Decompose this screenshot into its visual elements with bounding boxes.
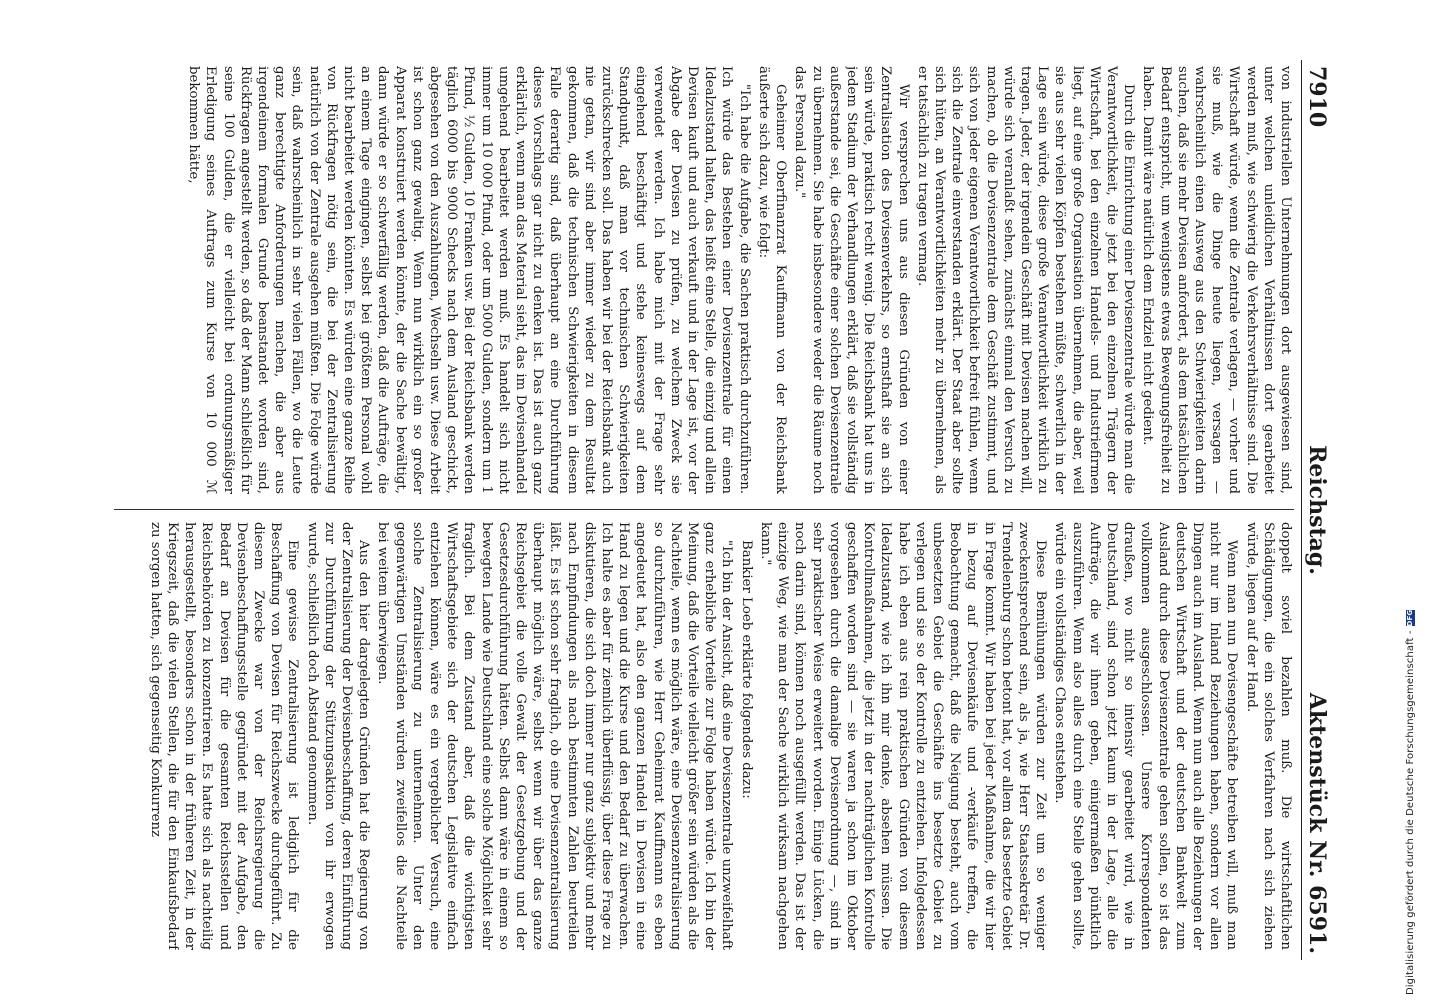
digitization-credit [1405, 610, 1416, 995]
paragraph: doppelt soviel bezahlen muß. Die wirtschaftlichen Schädigungen, die ein solches Verfahren nach sich ziehen würde, liegen auf der Hand. [1243, 522, 1293, 950]
right-column [114, 522, 1294, 950]
left-column [114, 66, 1294, 494]
paragraph: Diese Bemühungen würden zur Zeit um so weniger zweckentsprechend sein, als ja, wie Herr Staatssekretär Dr. Trendelenburg schon betont hat, vor allem das besetzte Gebiet in Frage kommt. Wir haben bei jeder Maßnahme, die wir hier in bezug auf Devisenkäufe und -verkäufe treffen, die Beobachtung gemacht, daß die Neigung besteht, auch vom unbesetzten Gebiet die Geschäfte ins besetzte Gebiet zu verlegen und sie so der Kontrolle zu entziehen. Infolgedessen habe ich eben aus rein praktischen Gründen von diesem Idealzustand, wie ich ihn mir denke, absehen müssen. Die Kontrollmaßnahmen, die jetzt in der nachträglichen Kontrolle geschaffen worden sind — sie waren ja schon im Oktober vorgesehen durch die damalige Devisenordnung —, sind in sehr praktischer Weise erweitert worden. Einige Lücken, die noch darin sind, können noch ausgefüllt werden. Das ist der einzige Weg, wie man der Sache wirklich wirksam nachgehen kann." [757, 522, 1049, 950]
paragraph: von industriellen Unternehmungen dort ausgewiesen sind, unter welchen unleidlichen Verhältnissen dort gearbeitet werden muß, wie schwierig die Verkehrsverhältnisse sind. Die Wirtschaft würde, wenn die Zentrale verlagen, — vorher und sie muß, wie die Dinge heute liegen, versagen — wahrscheinlich einen Ausweg aus den Schwierigkeiten darin suchen, daß sie mehr Devisen anfordert, als dem tatsächlichen Bedarf entspricht, um wenigstens etwas Bewegungsfreiheit zu haben. Damit wäre natürlich dem Endziel nicht gedient. [1140, 66, 1293, 494]
dfg-logo-icon: DFG [1405, 609, 1414, 627]
paragraph: "Ich bin der Ansicht, daß eine Devisenzentrale unzweifelhaft ganz erhebliche Vorteile zur Folge haben würde. Ich bin der Meinung, daß die Vorteile vielleicht größer sein würden als die Nachteile, wenn es möglich wäre, eine Devisenzentralisierung so durchzuführen, wie Herr Geheimrat Kauffmann es eben angedeutet hat, also den ganzen Handel in Devisen in eine Hand zu legen und die Kurse und den Bedarf zu überwachen. Ich halte es aber für ziemlich überflüssig, über diese Frage zu diskutieren, die sich doch immer nur ganz subjektiv und mehr nach Empfindungen als nach bestimmten Zahlen beurteilen läßt. Es ist schon sehr fraglich, ob eine Devisenzentralisierung überhaupt möglich wäre, selbst wenn wir über das ganze Reichsgebiet die volle Gewalt der Gesetzgebung und der Gesetzesdurchführung hätten. Selbst dann wäre in einem so bewegten Lande wie Deutschland eine solche Möglichkeit sehr fraglich. Bei dem Zustand aber, daß die wichtigsten Wirtschaftsgebiete sich der deutschen Legislative einfach entziehen können, wäre es ein vergeblicher Versuch, eine solche Zentralisierung zu unternehmen. Unter den gegenwärtigen Umständen würden zweifellos die Nachteile bei weitem überwiegen. [375, 522, 735, 950]
paragraph: Aus den hier dargelegten Gründen hat die Regierung von der Zentralisierung der Devisenbeschaffung, deren Einführung zur Durchführung der Stützungsaktion von ihr erwogen wurde, schließlich doch Abstand genommen. [304, 522, 372, 950]
paragraph: Eine gewisse Zentralisierung ist lediglich für die Beschaffung von Devisen für Reichszwecke durchgeführt. Zu diesem Zwecke war von der Reichsregierung die Devisenbeschaffungsstelle gegründet mit der Aufgabe, den Bedarf an Devisen für die gesamten Reichsstellen und Reichsbehörden zu konzentrieren. Es hatte sich als nachteilig herausgestellt, besonders schon in der früheren Zeit, in der Kriegszeit, daß die vielen Stellen, die für den Einkaufsbedarf zu sorgen hatten, sich gegenseitig Konkurrenz [147, 522, 301, 950]
paragraph: "Ich habe die Aufgabe, die Sachen praktisch durchzuführen. Ich würde das Bestehen einer Devisenzentrale für einen Idealzustand halten, das heißt eine Stelle, die einzig und allein Devisen kauft und auch verkauft und in der Lage ist, vor der Abgabe der Devisen zu prüfen, zu welchem Zweck sie verwendet werden. Ich habe mich mit der Frage sehr eingehend beschäftigt und stehe keineswegs auf dem Standpunkt, daß man vor technischen Schwierigkeiten zurückschrecken soll. Das haben wir bei der Reichsbank auch nie getan, wir sind aber immer wieder zu dem Resultat gekommen, daß die technischen Schwierigkeiten in diesem Falle derartig sind, daß überhaupt an eine Durchführung dieses Vorschlags gar nicht zu denken ist. Das ist auch ganz erklärlich, wenn man das Material sieht, das im Devisenhandel umgehend bearbeitet werden muß. Es handelt sich nicht immer um 10 000 Pfund, oder um 5000 Gulden, sondern um 1 Pfund, ½ Gulden, 10 Franken usw. Bei der Reichsbank werden täglich 6000 bis 9000 Schecks nach dem Ausland geschickt, abgesehen von den Auszahlungen, Wechseln usw. Diese Arbeit ist schon ganz gewaltig. Wenn nun wirklich ein so großer Apparat konstruiert werden könnte, der die Sache bewältigt, dann würde er so schwerfällig werden, daß die Aufträge, die an einem Tage eingingen, selbst bei größtem Personal wohl nicht bearbeitet werden könnten. Es würden eine ganze Reihe von Rückfragen nötig sein, die bei der Zentralisierung natürlich von der Zentrale ausgehen müßten. Die Folge würde sein, daß wahrscheinlich in sehr vielen Fällen, wo die Leute ganz berechtigte Anforderungen machen, die aber aus irgendeinem formalen Grunde beanstandet worden sind, Rückfragen angestellt werden, so daß der Mann schließlich für seine 100 Gulden, die er vielleicht bei ordnungsmäßiger Erledigung seines Auftrags zum Kurse von 10 000 ℳ bekommen hätte, [186, 66, 752, 494]
paragraph: Durch die Einrichtung einer Devisenzentrale würde man die Verantwortlichkeit, die jetzt bei den einzelnen Trägern der Wirtschaft, bei den einzelnen Handels- und Industriefirmen liegt, auf eine große Organisation übernehmen, die aber, weil sie aus sehr vielen Köpfen bestehen müßte, schwerlich in der Lage sein würde, diese große Verantwortlichkeit wirklich zu tragen. Jeder, der irgendein Geschäft mit Devisen machen will, würde sich veranlaßt sehen, zunächst einmal den Versuch zu machen, ob die Devisenzentrale dem Geschäft zustimmt, und sich von jeder eigenen Verantwortlichkeit befreit fühlen, wenn sich die Zentrale einverstanden erklärt. Der Staat aber sollte sich hüten, an Verantwortlichkeiten mehr zu übernehmen, als er tatsächlich zu tragen vermag. [914, 66, 1137, 494]
document-number: Aktenstück Nr. 6591. [1304, 692, 1330, 954]
speaker-intro: Geheimer Oberfinanzrat Kauffmann von der Reichsbank äußerte sich dazu, wie folgt: [755, 66, 789, 494]
paragraph: Wenn man nun Devisengeschäfte betreiben will, muß man nicht nur im Inland Beziehungen haben, sondern vor allen Dingen auch im Ausland. Wenn nun auch alle Beziehungen der deutschen Wirtschaft und der deutschen Bankwelt zum Ausland durch diese Devisenzentrale gehen sollen, so ist das vollkommen ausgeschlossen. Unsere Korrespondenten draußen, wo nicht so intensiv gearbeitet wird, wie in Deutschland, sind schon jetzt kaum in der Lage, alle die Aufträge, die wir ihnen geben, einigermaßen pünktlich auszuführen. Wenn also alles durch eine Stelle gehen sollte, würde ein vollständiges Chaos entstehen. [1052, 522, 1240, 950]
credit-text: Digitalisierung gefördert durch die Deutsche Forschungsgemeinschaft - [1405, 630, 1416, 995]
page-title: Reichstag. [1304, 445, 1330, 575]
speaker-intro: Bankier Loeb erklärte folgendes dazu: [738, 540, 754, 799]
page-number: 7910 [1304, 66, 1330, 128]
rotated-page [105, 60, 1330, 960]
column-divider [114, 509, 1294, 510]
paragraph: Wir versprechen uns aus diesen Gründen von einer Zentralisation des Devisenverkehrs, so ernsthaft sie an sich sein würde, praktisch recht wenig. Die Reichsbank hat uns in jedem Stadium der Verhandlungen erklärt, daß sie vollständig außerstande sei, die Geschäfte einer solchen Devisenzentrale zu übernehmen. Sie habe insbesondere weder die Räume noch das Personal dazu." [792, 66, 911, 494]
page-header [1301, 60, 1330, 960]
